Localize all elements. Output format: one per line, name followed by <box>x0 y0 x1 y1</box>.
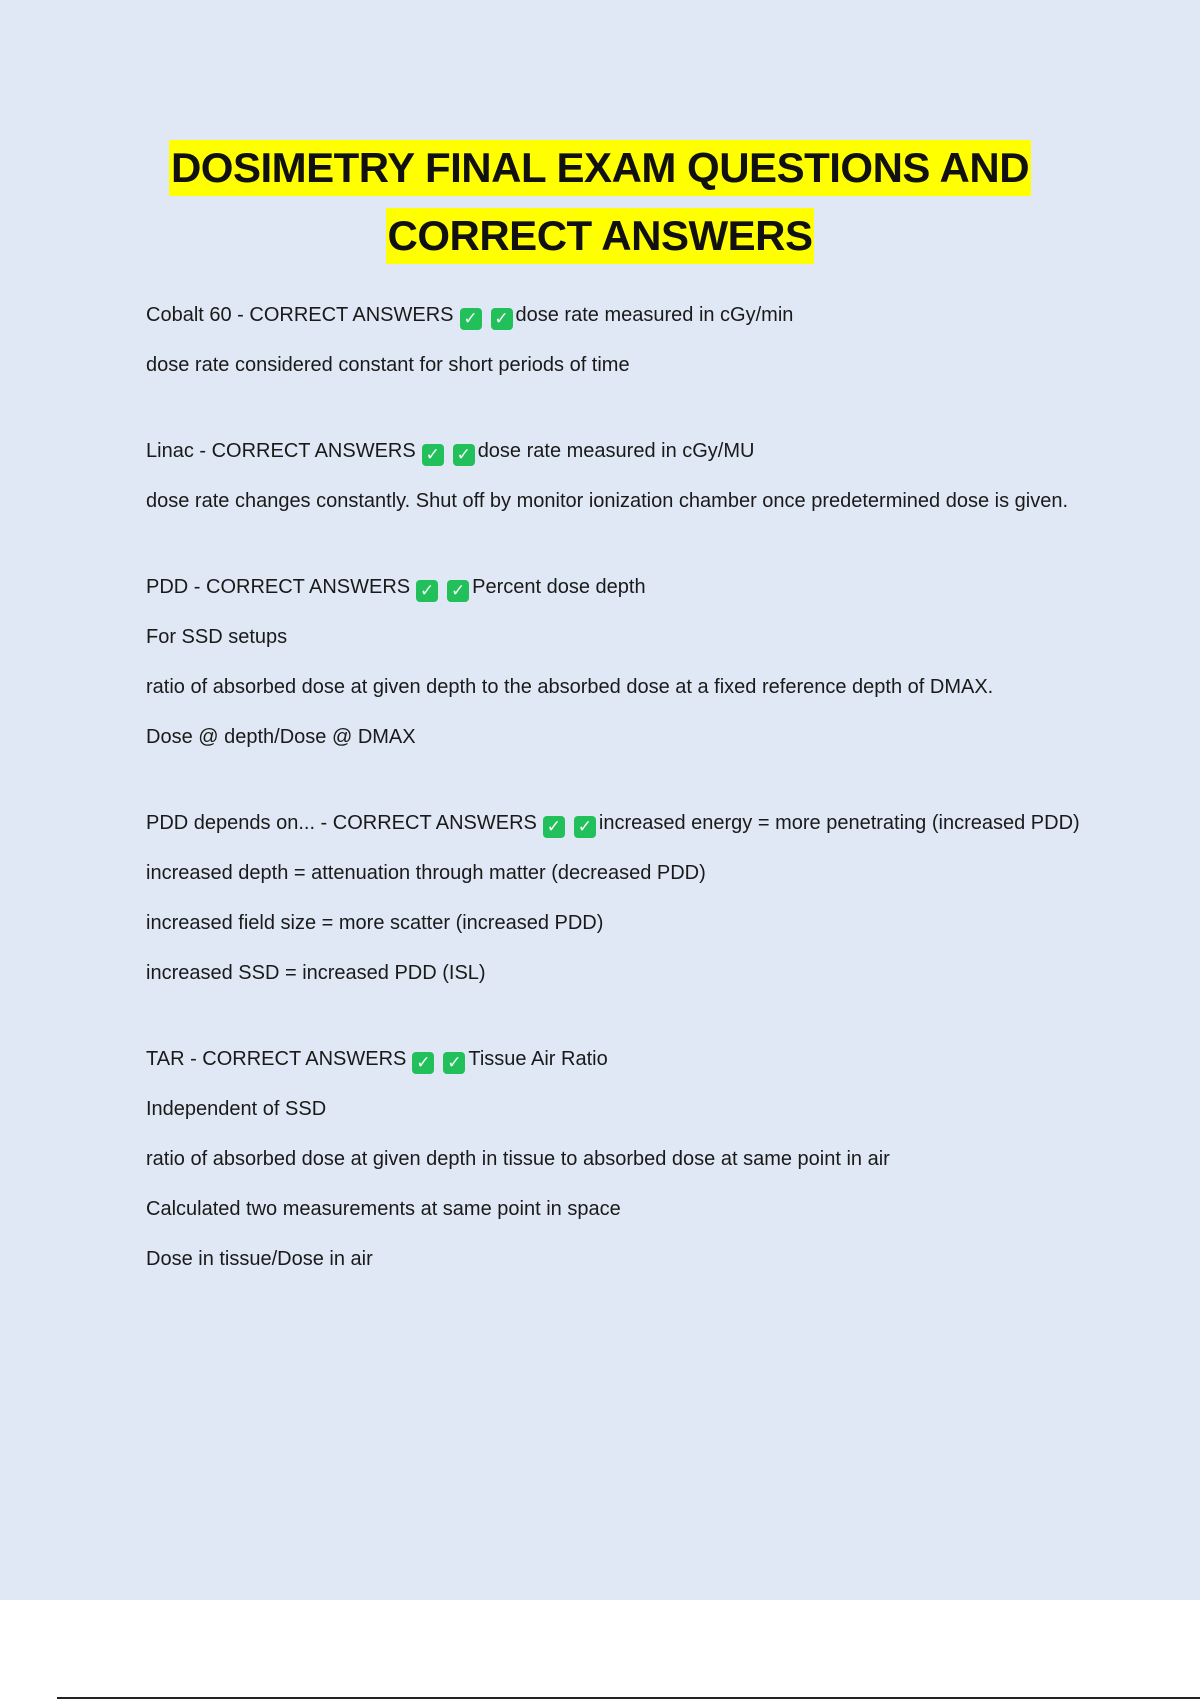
answer-text: dose rate measured in cGy/min <box>515 304 794 326</box>
check-mark-icon: ✓ <box>412 1052 434 1074</box>
qa-entry-pdd <box>146 570 1096 754</box>
title-line-1: DOSIMETRY FINAL EXAM QUESTIONS AND <box>169 140 1031 196</box>
qa-entry-cobalt-60 <box>146 298 1096 382</box>
question-line <box>146 806 1096 840</box>
title-line-2: CORRECT ANSWERS <box>386 208 815 264</box>
check-mark-icon: ✓ <box>416 580 438 602</box>
question-line <box>146 298 1096 332</box>
question-term: Cobalt 60 - CORRECT ANSWERS <box>146 304 454 326</box>
detail-line: Calculated two measurements at same point in space <box>146 1198 621 1220</box>
detail-line: Dose @ depth/Dose @ DMAX <box>146 726 416 748</box>
footer-divider <box>57 1697 1200 1699</box>
document-title <box>0 140 1200 276</box>
answer-text: dose rate measured in cGy/MU <box>477 440 755 462</box>
answer-text: Percent dose depth <box>472 576 646 598</box>
question-line <box>146 434 1096 468</box>
answer-text: increased energy = more penetrating (increased PDD) <box>598 812 1080 834</box>
question-line <box>146 1042 1096 1076</box>
question-term: TAR - CORRECT ANSWERS <box>146 1048 407 1070</box>
detail-line: increased SSD = increased PDD (ISL) <box>146 962 486 984</box>
check-mark-icon: ✓ <box>443 1052 465 1074</box>
answer-text: Tissue Air Ratio <box>468 1048 608 1070</box>
detail-line: Independent of SSD <box>146 1098 327 1120</box>
check-mark-icon: ✓ <box>491 308 513 330</box>
detail-line: dose rate changes constantly. Shut off by monitor ionization chamber once predetermined dose is given. <box>146 490 1069 512</box>
qa-entry-linac <box>146 434 1096 518</box>
detail-line: For SSD setups <box>146 626 288 648</box>
detail-line: Dose in tissue/Dose in air <box>146 1248 373 1270</box>
detail-line: ratio of absorbed dose at given depth in tissue to absorbed dose at same point in air <box>146 1148 890 1170</box>
detail-line: increased field size = more scatter (increased PDD) <box>146 912 604 934</box>
check-mark-icon: ✓ <box>543 816 565 838</box>
question-term: PDD depends on... - CORRECT ANSWERS <box>146 812 537 834</box>
check-mark-icon: ✓ <box>574 816 596 838</box>
question-term: PDD - CORRECT ANSWERS <box>146 576 411 598</box>
check-mark-icon: ✓ <box>447 580 469 602</box>
qa-entry-tar <box>146 1042 1096 1276</box>
detail-line: increased depth = attenuation through matter (decreased PDD) <box>146 862 706 884</box>
question-term: Linac - CORRECT ANSWERS <box>146 440 416 462</box>
detail-line: dose rate considered constant for short periods of time <box>146 354 630 376</box>
qa-entry-pdd-depends <box>146 806 1096 990</box>
check-mark-icon: ✓ <box>422 444 444 466</box>
check-mark-icon: ✓ <box>453 444 475 466</box>
check-mark-icon: ✓ <box>460 308 482 330</box>
detail-line: ratio of absorbed dose at given depth to the absorbed dose at a fixed reference depth of DMAX. <box>146 676 994 698</box>
question-line <box>146 570 1096 604</box>
qa-list <box>146 298 1096 1328</box>
